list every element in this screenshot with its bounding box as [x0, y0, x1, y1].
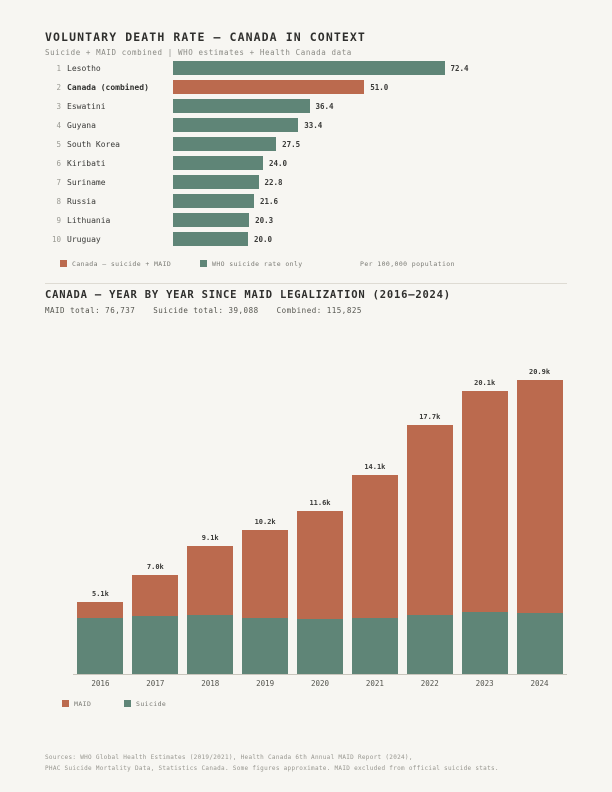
maid-segment: [242, 530, 288, 617]
section1-subtitle: Suicide + MAID combined | WHO estimates + Health Canada data: [45, 48, 352, 57]
source-line: Sources: WHO Global Health Estimates (2019/2021), Health Canada 6th Annual MAID Report (2024),: [45, 754, 413, 761]
suicide-segment: [352, 618, 398, 674]
year-label: 2016: [91, 679, 110, 688]
x-axis-labels: [73, 679, 567, 693]
x-axis-line: [73, 674, 567, 675]
legend-swatch: [200, 260, 207, 267]
year-column: [132, 563, 178, 674]
country-bar-row: [45, 79, 567, 98]
country-name: Uruguay: [67, 235, 101, 244]
country-name: Lesotho: [67, 64, 101, 73]
section2-stats: [45, 306, 380, 315]
country-bar-value: 27.5: [282, 140, 301, 149]
country-name: Guyana: [67, 121, 96, 130]
country-bar-row: [45, 98, 567, 117]
country-name: Russia: [67, 197, 96, 206]
maid-segment: [297, 511, 343, 620]
column-total-label: 9.1k: [201, 533, 219, 542]
country-name: South Korea: [67, 140, 120, 149]
year-stack: [407, 425, 453, 674]
legend-label: MAID: [74, 700, 92, 708]
country-name: Suriname: [67, 178, 106, 187]
section2-title: CANADA – YEAR BY YEAR SINCE MAID LEGALIZATION (2016–2024): [45, 289, 451, 301]
country-name: Kiribati: [67, 159, 106, 168]
legend-item: [124, 700, 166, 708]
legend-label: Canada – suicide + MAID: [72, 260, 172, 268]
suicide-segment: [242, 618, 288, 674]
country-bar-value: 24.0: [269, 159, 288, 168]
column-total-label: 5.1k: [92, 590, 109, 599]
year-stack: [187, 546, 233, 674]
country-bar: [173, 118, 298, 132]
maid-segment: [187, 546, 233, 615]
maid-segment: [517, 380, 563, 614]
suicide-segment: [297, 619, 343, 674]
year-column: [517, 367, 563, 675]
country-bar: [173, 80, 364, 94]
year-label: 2017: [146, 679, 165, 688]
country-bar-row: [45, 155, 567, 174]
legend-label: Suicide: [136, 700, 167, 708]
legend-item: [360, 260, 455, 268]
year-label: 2019: [256, 679, 275, 688]
legend-swatch: [62, 700, 69, 707]
country-name: Canada (combined): [67, 83, 149, 92]
country-rank: 10: [51, 235, 61, 244]
stat-value: Suicide total: 39,088: [153, 306, 259, 315]
suicide-segment: [187, 615, 233, 674]
country-bar-row: [45, 212, 567, 231]
year-by-year-stacked-bar-chart: [45, 325, 567, 688]
year-column: [77, 590, 123, 674]
year-label: 2021: [365, 679, 384, 688]
country-rank: 6: [56, 159, 61, 168]
legend-label: Per 100,000 population: [360, 260, 455, 268]
stat-value: MAID total: 76,737: [45, 306, 136, 315]
country-bar-value: 51.0: [370, 83, 389, 92]
country-rank: 3: [56, 102, 61, 111]
legend-item: [62, 700, 91, 708]
country-rank: 2: [56, 83, 61, 92]
country-bar: [173, 213, 249, 227]
country-bar-row: [45, 174, 567, 193]
country-rank: 5: [56, 140, 61, 149]
country-bar-value: 72.4: [450, 64, 469, 73]
country-bar-row: [45, 136, 567, 155]
country-rank: 1: [56, 64, 61, 73]
suicide-segment: [77, 618, 123, 674]
suicide-segment: [407, 615, 453, 674]
column-total-label: 20.1k: [474, 378, 496, 387]
year-column: [462, 378, 508, 674]
country-name: Eswatini: [67, 102, 106, 111]
country-bar-value: 22.8: [264, 178, 283, 187]
year-stack: [462, 391, 508, 674]
maid-segment: [462, 391, 508, 612]
year-column: [352, 463, 398, 674]
legend-swatch: [124, 700, 131, 707]
column-total-label: 7.0k: [146, 563, 164, 572]
column-total-label: 11.6k: [309, 498, 331, 507]
year-label: 2020: [310, 679, 330, 688]
country-rate-bar-chart: [45, 60, 567, 250]
country-bar-row: [45, 60, 567, 79]
country-bar: [173, 61, 445, 75]
maid-segment: [77, 602, 123, 618]
country-bar-row: [45, 117, 567, 136]
column-total-label: 20.9k: [529, 367, 551, 376]
year-label: 2023: [475, 679, 494, 688]
stat-value: Combined: 115,825: [276, 306, 362, 315]
legend-swatch: [60, 260, 67, 267]
country-bar: [173, 232, 248, 246]
country-bar: [173, 194, 254, 208]
suicide-segment: [132, 616, 178, 674]
year-column: [242, 518, 288, 674]
country-rank: 9: [56, 216, 61, 225]
country-name: Lithuania: [67, 216, 111, 225]
country-bar-value: 20.3: [255, 216, 274, 225]
legend-item: [200, 260, 303, 268]
country-rank: 4: [56, 121, 61, 130]
section1-title: VOLUNTARY DEATH RATE – CANADA IN CONTEXT: [45, 30, 366, 44]
column-total-label: 10.2k: [254, 518, 276, 527]
year-stack: [242, 530, 288, 674]
year-stack: [352, 475, 398, 674]
year-stack: [132, 575, 178, 674]
suicide-segment: [517, 613, 563, 674]
year-column: [297, 498, 343, 674]
sources-note: [45, 752, 499, 774]
country-bar: [173, 156, 263, 170]
maid-segment: [352, 475, 398, 617]
country-rank: 8: [56, 197, 61, 206]
year-label: 2022: [420, 679, 439, 688]
country-bar-value: 20.0: [254, 235, 273, 244]
section-divider: [45, 283, 567, 284]
country-bar-row: [45, 193, 567, 212]
country-bar-value: 21.6: [260, 197, 279, 206]
year-stack: [517, 380, 563, 674]
year-column: [187, 533, 233, 674]
country-bar-row: [45, 231, 567, 250]
year-label: 2018: [201, 679, 220, 688]
maid-segment: [132, 575, 178, 616]
legend-label: WHO suicide rate only: [212, 260, 303, 268]
country-rank: 7: [56, 178, 61, 187]
country-bar-value: 36.4: [315, 102, 334, 111]
year-column: [407, 412, 453, 674]
country-bar: [173, 175, 259, 189]
maid-segment: [407, 425, 453, 615]
year-label: 2024: [530, 679, 549, 688]
column-total-label: 17.7k: [419, 412, 441, 421]
country-bar: [173, 137, 276, 151]
year-stack: [77, 602, 123, 674]
suicide-segment: [462, 612, 508, 674]
column-total-label: 14.1k: [364, 463, 386, 472]
country-bar-value: 33.4: [304, 121, 323, 130]
legend-item: [60, 260, 171, 268]
year-stack: [297, 511, 343, 674]
country-bar: [173, 99, 310, 113]
source-line: PHAC Suicide Mortality Data, Statistics Canada. Some figures approximate. MAID excluded from official suicide stats.: [45, 765, 499, 772]
